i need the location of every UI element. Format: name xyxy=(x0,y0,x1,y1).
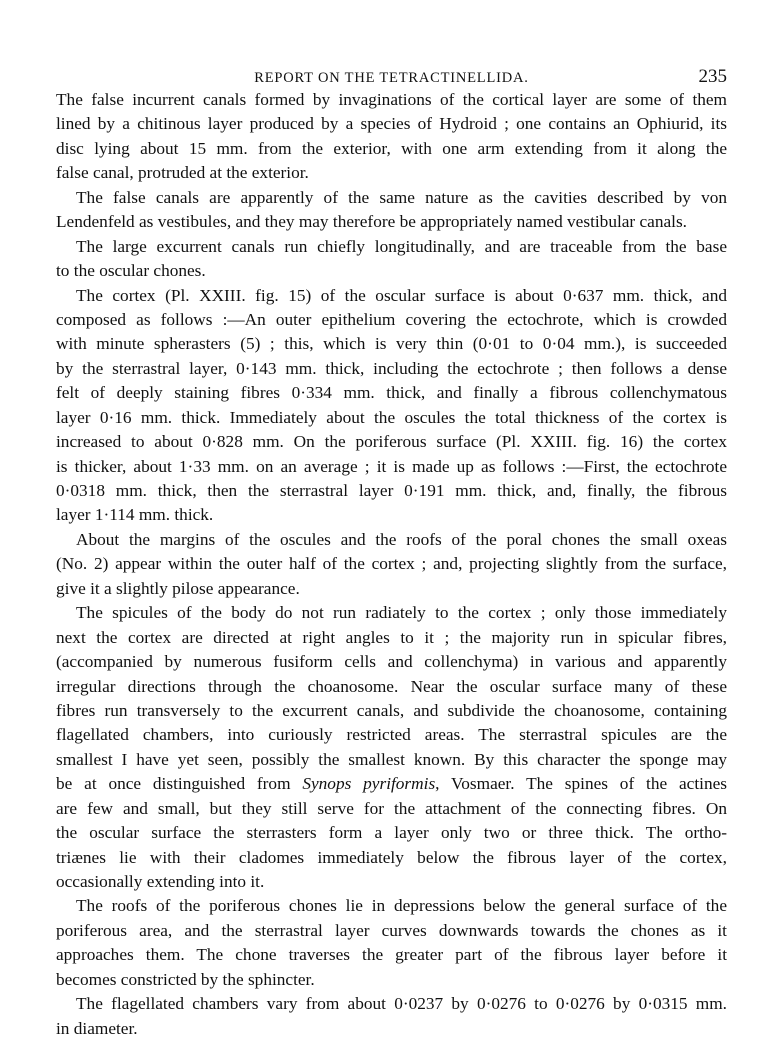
text-line: The cortex (Pl. XXIII. fig. 15) of the oscular surface is about 0·637 mm. thick, and xyxy=(76,285,727,305)
paragraph xyxy=(56,992,727,1041)
running-header xyxy=(56,66,727,88)
text-line: poriferous area, and the sterrastral layer curves downwards towards the chones as it xyxy=(56,920,727,940)
text-line: to the oscular chones. xyxy=(56,261,206,281)
text-line: (No. 2) appear within the outer half of the cortex ; and, projecting slightly from the surface, xyxy=(56,554,727,574)
text-line: layer 1·114 mm. thick. xyxy=(56,505,214,525)
text-line: are few and small, but they still serve for the attachment of the connecting fibres. On xyxy=(56,798,727,818)
text-line: fibres run transversely to the excurrent canals, and subdivide the choanosome, containing xyxy=(56,700,727,720)
paragraph xyxy=(56,284,727,528)
text-line: The roofs of the poriferous chones lie in depressions below the general surface of the xyxy=(76,896,727,916)
text-line: The flagellated chambers vary from about 0·0237 by 0·0276 to 0·0276 by 0·0315 mm. xyxy=(76,994,727,1014)
text-line: The false incurrent canals formed by invaginations of the cortical layer are some of them xyxy=(56,90,727,109)
paragraph xyxy=(56,88,727,186)
text-line: lined by a chitinous layer produced by a species of Hydroid ; one contains an Ophiurid, its xyxy=(56,114,727,134)
text-line: disc lying about 15 mm. from the exterior, with one arm extending from it along the xyxy=(56,138,727,158)
text-line: Lendenfeld as vestibules, and they may therefore be appropriately named vestibular canals. xyxy=(56,212,688,232)
text-segment: , Vosmaer. The spines of the actines xyxy=(435,774,727,794)
running-title: REPORT ON THE TETRACTINELLIDA. xyxy=(254,70,529,86)
text-line: composed as follows :—An outer epithelium covering the ectochrote, which is crowded xyxy=(56,309,727,329)
text-line: false canal, protruded at the exterior. xyxy=(56,163,309,183)
text-line: 0·0318 mm. thick, then the sterrastral layer 0·191 mm. thick, and, finally, the fibrous xyxy=(56,481,727,500)
text-line: The false canals are apparently of the same nature as the cavities described by von xyxy=(76,187,727,207)
text-line: The large excurrent canals run chiefly longitudinally, and are traceable from the base xyxy=(76,236,727,256)
paragraph xyxy=(56,528,727,601)
text-line: next the cortex are directed at right angles to it ; the majority run in spicular fibres, xyxy=(56,627,727,647)
text-line: smallest I have yet seen, possibly the smallest known. By this character the sponge may xyxy=(56,749,727,769)
text-line: is thicker, about 1·33 mm. on an average ; it is made up as follows :—First, the ectochrote xyxy=(56,456,727,476)
text-line: in diameter. xyxy=(56,1018,138,1038)
text-line: felt of deeply staining fibres 0·334 mm. thick, and finally a fibrous collenchymatous xyxy=(56,383,727,403)
text-line xyxy=(56,772,727,796)
text-line: give it a slightly pilose appearance. xyxy=(56,578,300,598)
text-line: triænes lie with their cladomes immediately below the fibrous layer of the cortex, xyxy=(56,847,727,867)
page-number: 235 xyxy=(698,66,727,87)
text-line: layer 0·16 mm. thick. Immediately about the oscules the total thickness of the cortex is xyxy=(56,407,727,427)
text-line: increased to about 0·828 mm. On the poriferous surface (Pl. XXIII. fig. 16) the cortex xyxy=(56,432,727,452)
text-line: flagellated chambers, into curiously restricted areas. The sterrastral spicules are the xyxy=(56,725,727,745)
paragraph xyxy=(56,601,727,894)
text-line: the oscular surface the sterrasters form a layer only two or three thick. The ortho- xyxy=(56,823,727,843)
text-line: by the sterrastral layer, 0·143 mm. thick, including the ectochrote ; then follows a dense xyxy=(56,358,727,378)
text-line: About the margins of the oscules and the roofs of the poral chones the small oxeas xyxy=(76,529,727,549)
text-line: approaches them. The chone traverses the greater part of the fibrous layer before it xyxy=(56,945,727,965)
text-line: with minute spherasters (5) ; this, which is very thin (0·01 to 0·04 mm.), is succeeded xyxy=(56,334,727,354)
italic-species-name: Synops pyriformis xyxy=(302,774,436,794)
text-line: irregular directions through the choanosome. Near the oscular surface many of these xyxy=(56,676,727,696)
text-line: becomes constricted by the sphincter. xyxy=(56,969,315,989)
paragraph xyxy=(56,186,727,235)
body-text xyxy=(56,88,727,1041)
paragraph xyxy=(56,894,727,992)
text-line: occasionally extending into it. xyxy=(56,872,265,891)
text-line: The spicules of the body do not run radiately to the cortex ; only those immediately xyxy=(76,603,727,623)
text-segment: be at once distinguished from xyxy=(56,774,303,794)
paragraph xyxy=(56,235,727,284)
text-line: (accompanied by numerous fusiform cells and collenchyma) in various and apparently xyxy=(56,652,727,672)
